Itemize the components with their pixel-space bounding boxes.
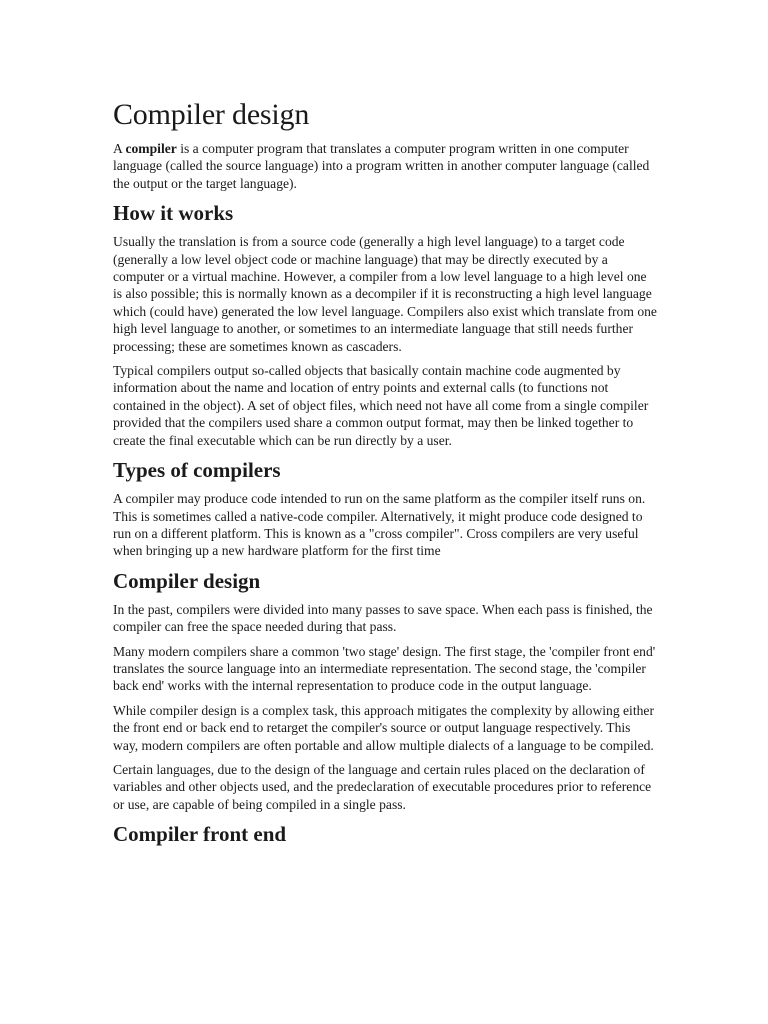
heading-how-it-works: How it works	[113, 201, 234, 226]
design-paragraph-2: Many modern compilers share a common 'two stage' design. The first stage, the 'compiler front end' translates the source language into an intermediate representation. The second stage, the 'compiler back end' works with the internal representation to produce code in the output language.	[113, 643, 656, 694]
page-title: Compiler design	[113, 98, 310, 131]
types-paragraph-1: A compiler may produce code intended to run on the same platform as the compiler itself runs on. This is sometimes called a native-code compiler. Alternatively, it might produce code designed to run on a different platform. This is known as a "cross compiler". Cross compilers are very useful when bringing up a new hardware platform for the first time	[113, 491, 646, 559]
how-it-works-paragraph-1: Usually the translation is from a source code (generally a high level language) to a target code (generally a low level object code or machine language) that may be directly executed by a computer or a virtual machine. However, a compiler from a low level language to a high level one is also possible; this is normally known as a decompiler if it is reconstructing a high level language which (could have) generated the low level language. Compilers also exist which translate from one high level language to another, or sometimes to an intermediate language that still needs further processing; these are sometimes known as cascaders.	[113, 234, 657, 354]
heading-types-of-compilers: Types of compilers	[113, 458, 281, 483]
intro-paragraph	[113, 140, 658, 192]
intro-text-before: A	[113, 141, 126, 156]
document-page	[113, 96, 658, 854]
how-it-works-paragraph-2: Typical compilers output so-called objects that basically contain machine code augmented by information about the name and location of entry points and external calls (to functions not contained in the object). A set of object files, which need not have all come from a single compiler provided that the compilers used share a common output format, may then be linked together to create the final executable which can be run directly by a user.	[113, 363, 649, 448]
design-paragraph-1: In the past, compilers were divided into many passes to save space. When each pass is finished, the compiler can free the space needed during that pass.	[113, 601, 653, 635]
design-paragraph-4: Certain languages, due to the design of the language and certain rules placed on the declaration of variables and other objects used, and the predeclaration of executable procedures prior to reference or use, are capable of being compiled in a single pass.	[113, 761, 652, 812]
design-paragraph-3: While compiler design is a complex task, this approach mitigates the complexity by allowing either the front end or back end to retarget the compiler's source or output language respectively. This way, modern compilers are often portable and allow multiple dialects of a language to be compiled.	[113, 702, 654, 753]
intro-text-after: is a computer program that translates a computer program written in one computer language (called the source language) into a program written in another computer language (called the output or the target language).	[113, 141, 650, 191]
heading-compiler-front-end: Compiler front end	[113, 822, 287, 847]
intro-term-compiler: compiler	[125, 141, 177, 156]
heading-compiler-design: Compiler design	[113, 568, 261, 593]
